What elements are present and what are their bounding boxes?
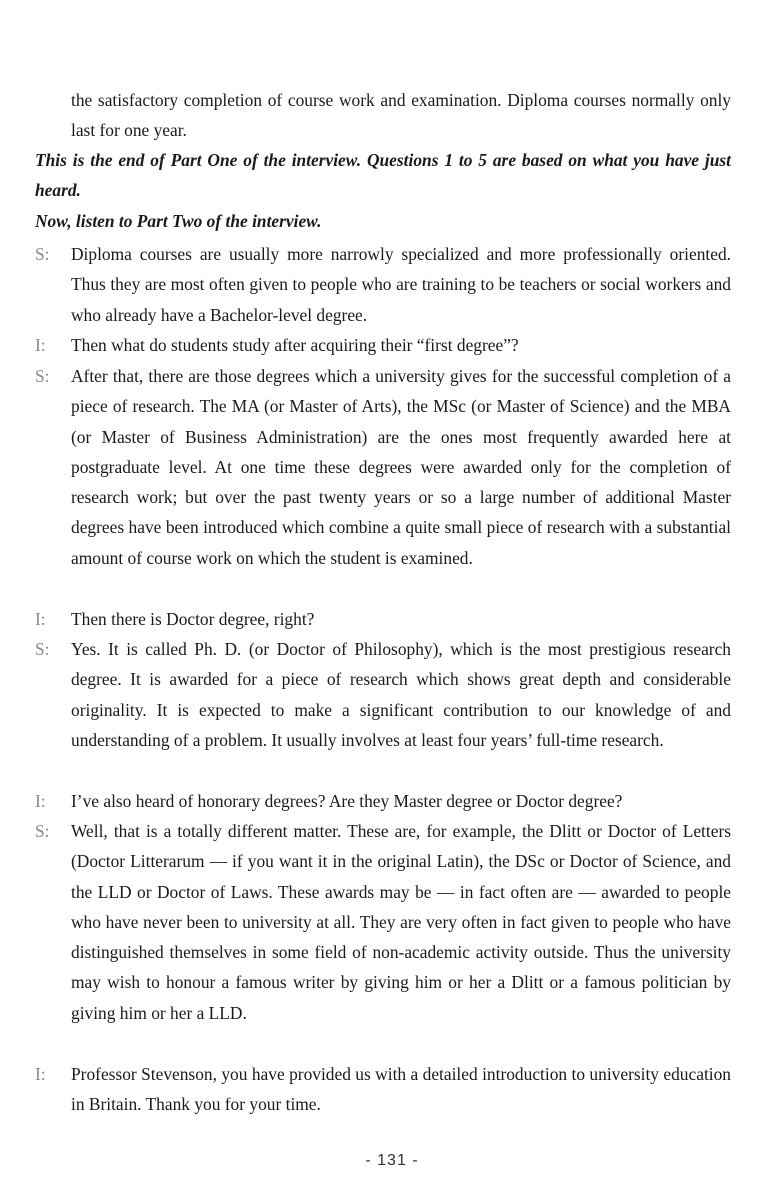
dialogue-line: Professor Stevenson, you have provided us with a detailed introduction to university education in Britain. Thank you for your time. [71, 1064, 731, 1115]
speaker-label: S: [35, 244, 50, 264]
dialogue-line: Then there is Doctor degree, right? [71, 609, 315, 629]
dialogue-line: After that, there are those degrees which a university gives for the successful completion of a piece of research. The MA (or Master of Arts), the MSc (or Master of Science) and the MBA (or Master of Business Administration) are the ones most frequently awarded here at postgraduate level. At one time these degrees were awarded only for the completion of research work; but over the past twenty years or so a large number of additional Master degrees have been introduced which combine a quite small piece of research with a substantial amount of course work on which the student is examined. [71, 366, 731, 568]
dialogue-line: Then what do students study after acquiring their “first degree”? [71, 335, 519, 355]
continuation-paragraph: the satisfactory completion of course work and examination. Diploma courses normally only last for one year. [71, 90, 731, 141]
speaker-label: S: [35, 366, 50, 386]
speaker-label: S: [35, 639, 50, 659]
speaker-label: I: [35, 1064, 46, 1084]
speaker-label: I: [35, 335, 46, 355]
page-number: - 131 - [365, 1152, 419, 1169]
dialogue-line: Yes. It is called Ph. D. (or Doctor of Philosophy), which is the most prestigious research degree. It is awarded for a piece of research which shows great depth and considerable originality. It is expected to make a significant contribution to our knowledge of and understanding of a problem. It usually involves at least four years’ full-time research. [71, 639, 731, 750]
speaker-label: I: [35, 609, 46, 629]
part-two-start-instruction: Now, listen to Part Two of the interview. [35, 211, 322, 231]
dialogue-line: I’ve also heard of honorary degrees? Are they Master degree or Doctor degree? [71, 791, 623, 811]
speaker-label: I: [35, 791, 46, 811]
speaker-label: S: [35, 821, 50, 841]
dialogue-line: Well, that is a totally different matter. These are, for example, the Dlitt or Doctor of Letters (Doctor Litterarum — if you want it in the original Latin), the DSc or Doctor of Science, and the LLD or Doctor of Laws. These awards may be — in fact often are — awarded to people who have never been to university at all. They are very often in fact given to people who have distinguished themselves in some field of non-academic activity outside. Thus the university may wish to honour a famous writer by giving him or her a Dlitt or a famous politician by giving him or her a LLD. [71, 821, 731, 1023]
dialogue-line: Diploma courses are usually more narrowly specialized and more professionally oriented. Thus they are most often given to people who are training to be teachers or social workers and who already have a Bachelor-level degree. [71, 244, 731, 325]
part-one-end-instruction: This is the end of Part One of the interview. Questions 1 to 5 are based on what you have just heard. [35, 150, 731, 201]
